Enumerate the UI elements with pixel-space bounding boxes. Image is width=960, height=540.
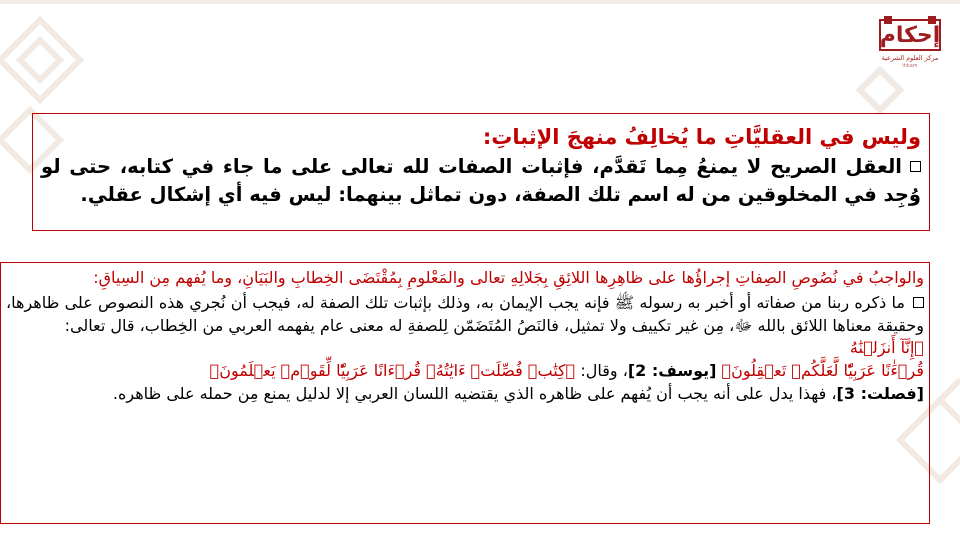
- section2-paragraph: [6, 291, 924, 337]
- logo-name: إحكام: [879, 23, 941, 48]
- said-text: ، وقال:: [580, 361, 628, 380]
- checkbox-bullet-icon: [910, 161, 921, 172]
- verse-line-1: ﴿إِنَّآ أَنزَلۡنَٰهُ: [849, 338, 924, 357]
- conclusion-paragraph: [6, 382, 924, 405]
- section2-heading: والواجبُ في نُصُوصِ الصِفاتِ إجراؤُها على ظاهِرِها اللائِقِ بِجَلالِهِ تعالى والمَعْلومِ بِمُقْتَضَى الخِطابِ والبَيَانِ، وما يُفهم مِن السِياقِ:: [93, 268, 924, 287]
- checkbox-bullet-icon: [913, 297, 924, 308]
- section1-text: العقل الصريح لا يمنعُ مِما تَقدَّم، فإثبات الصفات لله تعالى على ما جاء في كتابه، حتى لو وُجِد في المخلوقين من له اسم تلك الصفة، دون تماثل بينهما: ليس فيه أي إشكال عقلي.: [41, 155, 921, 206]
- reference-yusuf: [يوسف: 2]: [627, 361, 717, 380]
- verse-line-2: [6, 359, 924, 382]
- reference-fussilat: [فصلت: 3]: [836, 384, 924, 403]
- verse-fussilat: ﴿كِتَٰبٞ فُصِّلَتۡ ءَايَٰتُهُۥ قُرۡءَانًا عَرَبِيّٗا لِّقَوۡمٖ يَعۡلَمُونَ﴾: [209, 361, 576, 380]
- logo-tagline: ihkam: [902, 63, 918, 69]
- logo-subtitle: مركز العلوم الشرعية: [881, 54, 939, 62]
- section1-paragraph: [41, 153, 921, 209]
- top-decorative-bar: [0, 0, 960, 4]
- section2-text: ما ذكره ربنا من صفاته أو أخبر به رسوله ﷺ فإنه يجب الإيمان به، وذلك بإثبات تلك الصفة له، فيجب أن نُجري هذه النصوص على ظاهرها، وحقيقة معناها اللائق بالله ﷻ، مِن غير تكييف ولا تمثيل، فالنَصُ المُتَضَمّن لِلصفةِ له معنى عام يفهمه العربي من الخِطاب، قال تعالى:: [6, 293, 924, 335]
- section1-heading: وليس في العقليَّاتِ ما يُخالِفُ منهجَ الإثباتِ:: [482, 125, 921, 149]
- verse-yusuf: قُرۡءَٰنًا عَرَبِيّٗا لَّعَلَّكُمۡ تَعۡقِلُونَ﴾: [721, 361, 924, 380]
- conclusion-text: ، فهذا يدل على أنه يجب أن يُفهم على ظاهره الذي يقتضيه اللسان العربي إلا لدليل يمنع مِن حمله على ظاهره.: [112, 384, 837, 403]
- section-intellectual-box: [32, 113, 930, 231]
- section-obligation-box: [0, 262, 930, 524]
- logo: [870, 14, 950, 80]
